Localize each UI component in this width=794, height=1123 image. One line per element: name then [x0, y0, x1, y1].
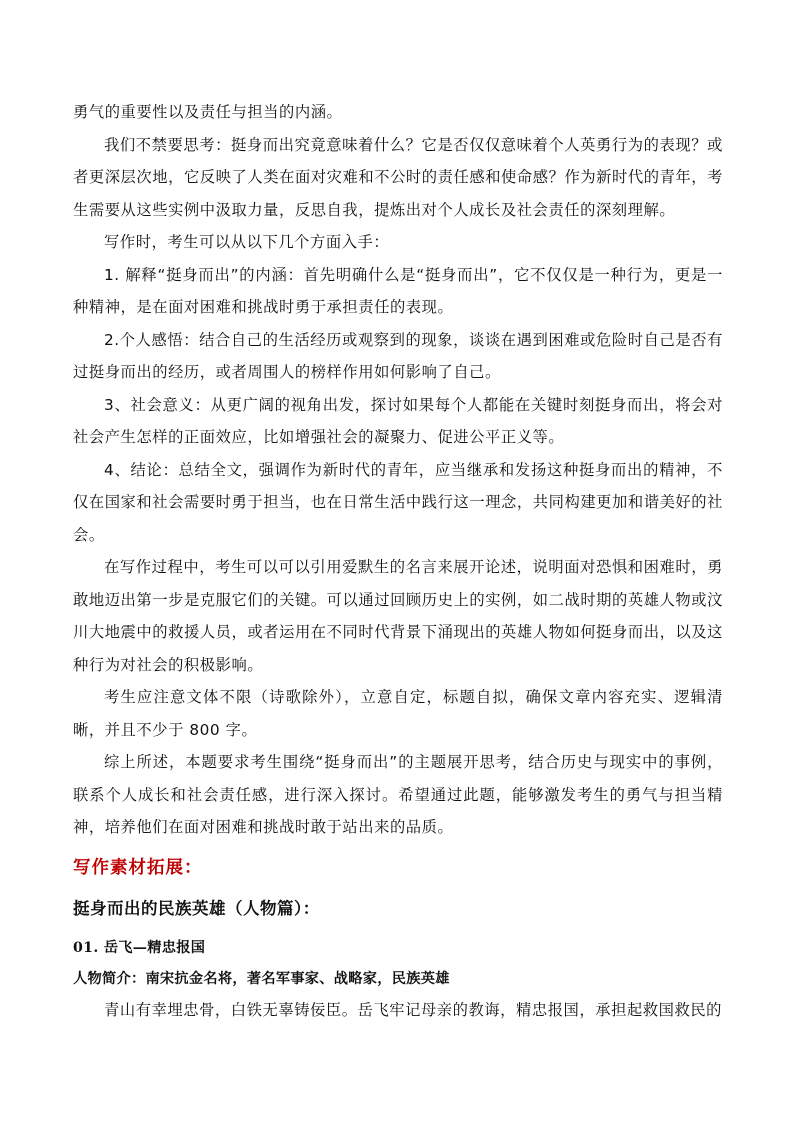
list-item-4: 4、结论：总结全文，强调作为新时代的青年，应当继承和发扬这种挺身而出的精神，不仅在国家和社会需要时勇于担当，也在日常生活中践行这一理念，共同构建更加和谐美好的社会。 [73, 460, 723, 544]
list-item-2: 2.个人感悟：结合自己的生活经历或观察到的现象，谈谈在遇到困难或危险时自己是否有过挺身而出的经历，或者周围人的榜样作用如何影响了自己。 [73, 330, 723, 381]
list-item-3: 3、社会意义：从更广阔的视角出发，探讨如果每个人都能在关键时刻挺身而出，将会对社会产生怎样的正面效应，比如增强社会的凝聚力、促进公平正义等。 [73, 395, 723, 446]
section-heading: 写作素材拓展： [73, 857, 203, 878]
paragraph: 勇气的重要性以及责任与担当的内涵。 [73, 103, 343, 121]
paragraph: 我们不禁要思考：挺身而出究竟意味着什么？它是否仅仅意味着个人英勇行为的表现？或者更深层次地，它反映了人类在面对灾难和不公时的责任感和使命感？作为新时代的青年，考生需要从这些实例中汲取力量，反思自我，提炼出对个人成长及社会责任的深刻理解。 [73, 135, 723, 219]
paragraph: 写作时，考生可以从以下几个方面入手： [104, 233, 390, 251]
sub-heading: 挺身而出的民族英雄（人物篇）： [73, 898, 320, 918]
document-page [73, 96, 723, 1026]
item-intro: 人物简介：南宋抗金名将，著名军事家、战略家，民族英雄 [73, 970, 450, 987]
item-title: 01. 岳飞—精忠报国 [73, 939, 206, 956]
paragraph: 在写作过程中，考生可以可以引用爱默生的名言来展开论述，说明面对恐惧和困难时，勇敢地迈出第一步是克服它们的关键。可以通过回顾历史上的实例，如二战时期的英雄人物或汶川大地震中的救援人员，或者运用在不同时代背景下涌现出的英雄人物如何挺身而出，以及这种行为对社会的积极影响。 [73, 558, 723, 674]
paragraph: 综上所述，本题要求考生围绕“挺身而出”的主题展开思考，结合历史与现实中的事例，联系个人成长和社会责任感，进行深入探讨。希望通过此题，能够激发考生的勇气与担当精神，培养他们在面对困难和挑战时敢于站出来的品质。 [73, 753, 723, 836]
paragraph: 考生应注意文体不限（诗歌除外），立意自定，标题自拟，确保文章内容充实、逻辑清晰，并且不少于 800 字。 [73, 688, 723, 739]
list-item-1: 1. 解释“挺身而出”的内涵：首先明确什么是“挺身而出”，它不仅仅是一种行为，更是一种精神，是在面对困难和挑战时勇于承担责任的表现。 [73, 265, 723, 316]
item-body: 青山有幸埋忠骨，白铁无辜铸佞臣。岳飞牢记母亲的教诲，精忠报国，承担起救国救民的 [104, 1000, 723, 1019]
